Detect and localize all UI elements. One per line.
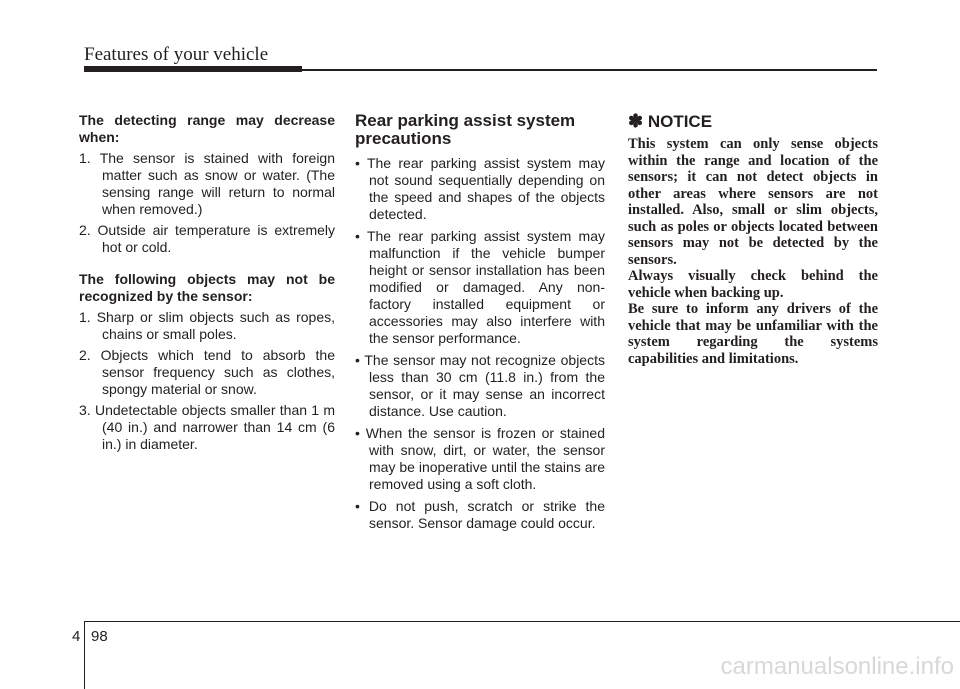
notice-paragraph: Always visually check behind the vehicle when backing up. [628, 268, 878, 301]
footer-divider [84, 622, 85, 689]
notice-paragraph: Be sure to inform any drivers of the vehicle that may be unfamiliar with the system regarding the systems capabilities and limitations. [628, 301, 878, 367]
detecting-range-list [79, 150, 335, 256]
unrecognized-objects-lead: The following objects may not be recognized by the sensor: [79, 271, 335, 304]
list-item: • The rear parking assist system may not sound sequentially depending on the speed and shapes of the objects detected. [355, 155, 605, 222]
list-item: 1. Sharp or slim objects such as ropes, chains or small poles. [79, 309, 335, 342]
precautions-list [355, 155, 605, 532]
list-item: • When the sensor is frozen or stained with snow, dirt, or water, the sensor may be inoperative until the stains are removed using a soft cloth. [355, 425, 605, 492]
notice-title: NOTICE [647, 112, 713, 131]
list-item: • The rear parking assist system may malfunction if the vehicle bumper height or sensor installation has been modified or damaged. Any non-factory installed equipment or accessories may also interfere with the sensor performance. [355, 228, 605, 346]
page-number: 98 [91, 628, 108, 645]
chapter-number: 4 [72, 628, 81, 645]
watermark: carmanualsonline.info [720, 653, 954, 680]
notice-box [628, 112, 878, 367]
detecting-range-lead: The detecting range may decrease when: [79, 112, 335, 145]
bullet-icon: • [355, 498, 360, 514]
unrecognized-objects-list [79, 309, 335, 453]
bullet-icon: • [355, 425, 360, 441]
section-heading: Rear parking assist system precautions [355, 111, 576, 148]
list-item: 1. The sensor is stained with foreign matter such as snow or water. (The sensing range will return to normal when removed.) [79, 150, 335, 217]
list-item: 2. Objects which tend to absorb the sensor frequency such as clothes, spongy material or snow. [79, 347, 335, 397]
column-middle [355, 112, 605, 537]
list-item: • Do not push, scratch or strike the sensor. Sensor damage could occur. [355, 498, 605, 531]
bullet-icon: • [355, 155, 360, 171]
bullet-icon: • [355, 228, 360, 244]
notice-star-icon: ✽ [628, 111, 644, 131]
list-item: • The sensor may not recognize objects less than 30 cm (11.8 in.) from the sensor, or it may sense an incorrect distance. Use caution. [355, 352, 605, 419]
header-rule-thin [302, 69, 877, 71]
notice-paragraph: This system can only sense objects within the range and location of the sensors; it can not detect objects in other areas where sensors are not installed. Also, small or slim objects, such as poles or objects located between sensors may not be detected by the sensors. [628, 136, 878, 268]
bullet-icon: • [355, 352, 360, 368]
notice-heading [628, 112, 878, 131]
column-left [79, 112, 335, 453]
list-item: 3. Undetectable objects smaller than 1 m (40 in.) and narrower than 14 cm (6 in.) in diameter. [79, 402, 336, 452]
list-item: 2. Outside air temperature is extremely hot or cold. [79, 222, 336, 255]
page-header-title: Features of your vehicle [84, 44, 269, 65]
header-rule-thick [84, 66, 302, 72]
footer-rule [84, 621, 960, 622]
